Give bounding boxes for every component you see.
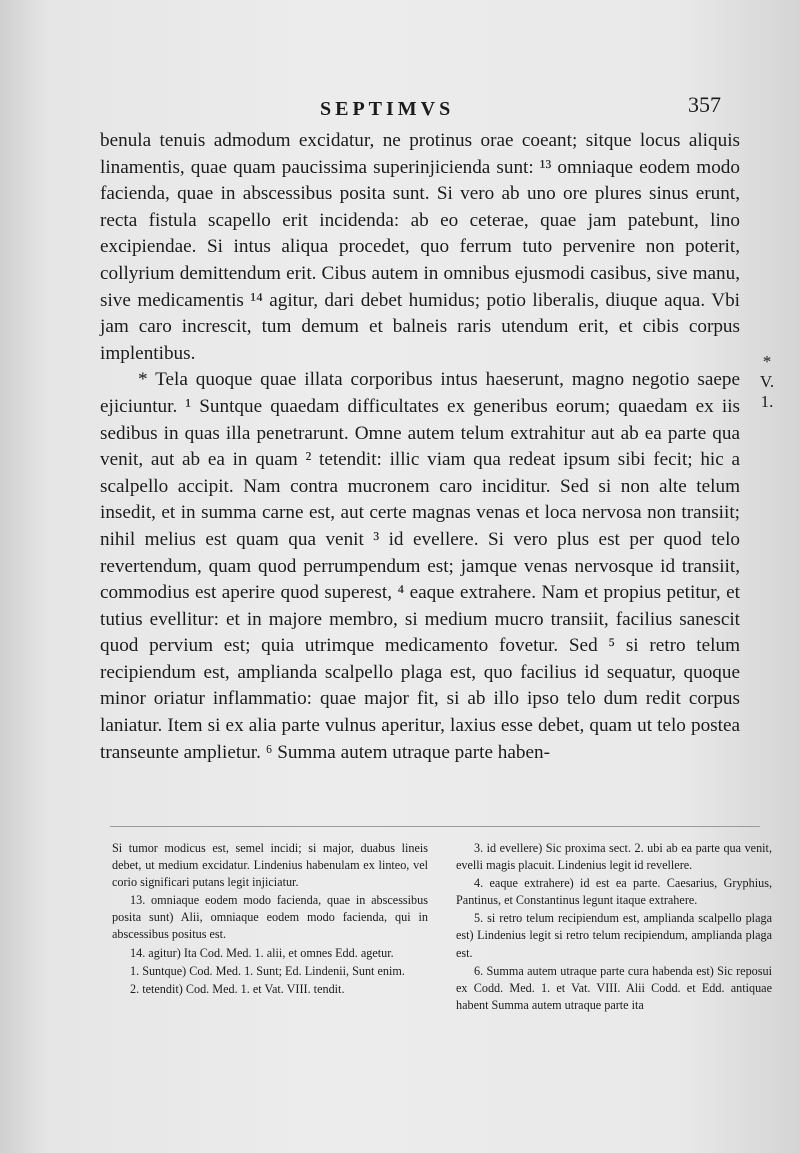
paragraph-2: * Tela quoque quae illata corporibus intus haeserunt, magno negotio saepe ejiciuntur. ¹ Suntque quaedam difficultates ex generibus eorum; quaedam ex iis sedibus in quas illa penetrarunt. Omne autem telum extrahitur aut ab ea parte qua venit, aut ab ea in quam ² tetendit: illic viam qua redeat ipsum sibi fecit; hic a scalpello accipit. Nam contra mucronem caro inciditur. Sed si non alte telum insedit, et in summa carne est, aut certe magnas venas et loca nervosa non transiit; nihil melius est quam qua venit ³ id evellere. Si vero plus est per quod telo revertendum, quam quod perrumpendum est; jamque venas nervosque id transiit, commodius est aperire quod superest, ⁴ eaque extrahere. Nam et propius petitur, et tutius evellitur: et in majore membro, si medium mucro transiit, facilius sanescit quod pervium est; quia utrimque medicamento fovetur. Sed ⁵ si retro telum recipiendum est, amplianda scalpello plaga est, quo facilius id sequatur, quoque minor oriatur inflammatio: quae major fit, si ab illo ipso telo dum redit corpus laniatur. Item si ex alia parte vulnus aperitur, laxius esse debet, quam ut telo postea transeunte amplietur. ⁶ Summa autem utraque parte haben- <box>100 369 740 763</box>
footnote-rule <box>110 826 760 827</box>
page-number: 357 <box>688 92 721 117</box>
footnote: 14. agitur) Ita Cod. Med. 1. alii, et omnes Edd. agetur. <box>130 945 394 960</box>
footnote: 1. Suntque) Cod. Med. 1. Sunt; Ed. Lindenii, Sunt enim. <box>130 963 405 978</box>
footnote: 4. eaque extrahere) id est ea parte. Caesarius, Gryphius, Pantinus, et Constantinus legunt itaque extrahere. <box>456 876 772 908</box>
footnote: 3. id evellere) Sic proxima sect. 2. ubi ab ea parte qua venit, evelli magis placuit. Lindenius legit id revellere. <box>456 841 772 873</box>
page-header <box>0 92 800 132</box>
running-head: SEPTIMVS <box>320 98 455 120</box>
footnotes-left-column <box>112 840 428 1015</box>
footnotes-right-column <box>456 840 772 1015</box>
margin-star: * <box>762 352 772 371</box>
main-text <box>100 128 740 766</box>
footnote: 6. Summa autem utraque parte cura habenda est) Sic reposui ex Codd. Med. 1. et Vat. VIII. Alii Codd. et Edd. antiquae habent Summa autem utraque parte ita <box>456 963 772 1012</box>
footnote: Si tumor modicus est, semel incidi; si major, duabus lineis debet, ut medium excidatur. Lindenius habenulam ex linteo, vel corio significari putans legit injiciatur. <box>112 841 428 890</box>
footnotes <box>112 840 772 1015</box>
margin-section: 1. <box>760 392 774 411</box>
paragraph-1: benula tenuis admodum excidatur, ne protinus orae coeant; sitque locus aliquis linamentis, quae quam paucissima superinjicienda sunt: ¹³ omniaque eodem modo facienda, quae in abscessibus posita sunt. Si vero ab uno ore plures sinus erunt, recta fistula scapello erit incidenda: ab eo ceterae, quae jam patebunt, lino excipiendae. Si intus aliqua procedet, quo ferrum tuto pervenire non poterit, collyrium demittendum erit. Cibus autem in omnibus ejusmodi casibus, sive manu, sive medicamentis ¹⁴ agitur, dari debet humidus; potio liberalis, diuque aqua. Vbi jam caro increscit, tum demum et balneis raris utendum erit, et cibis corpus implentibus. <box>100 130 740 364</box>
margin-chapter: V. <box>759 372 775 391</box>
margin-note <box>752 352 782 412</box>
footnote: 5. si retro telum recipiendum est, amplianda scalpello plaga est) Lindenius legit si retro telum recipiendum, amplianda plaga est. <box>456 911 772 960</box>
footnote: 2. tetendit) Cod. Med. 1. et Vat. VIII. tendit. <box>130 981 345 996</box>
footnote: 13. omniaque eodem modo facienda, quae in abscessibus posita sunt) Alii, omniaque eodem modo facienda, qui in abscessibus positus est. <box>112 893 428 942</box>
